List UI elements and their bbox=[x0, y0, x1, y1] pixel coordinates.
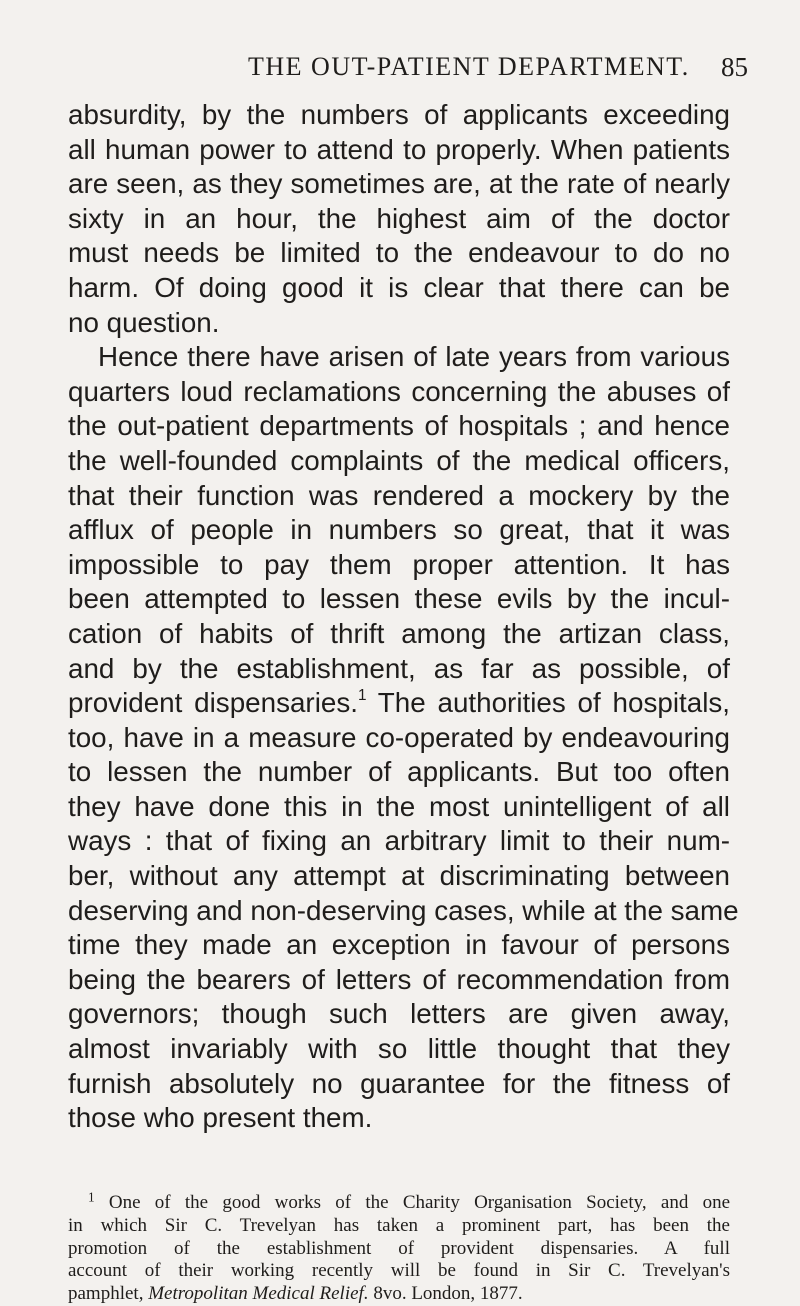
footnote-line bbox=[68, 1189, 730, 1215]
text-line: cation of habits of thrift among the artizan class, bbox=[68, 617, 730, 649]
footnote-title: Metropolitan Medical Relief. bbox=[148, 1283, 369, 1305]
text-line: impossible to pay them proper attention. It has bbox=[68, 548, 730, 580]
text-line: quarters loud reclamations concerning the abuses of bbox=[68, 375, 730, 407]
body-text bbox=[68, 98, 739, 1136]
footnote-line: in which Sir C. Trevelyan has taken a prominent part, has been the bbox=[68, 1214, 730, 1236]
text-line: ways : that of fixing an arbitrary limit to their num- bbox=[68, 825, 730, 857]
running-title: THE OUT-PATIENT DEPARTMENT. bbox=[248, 52, 690, 81]
text-line: those who present them. bbox=[68, 1102, 373, 1134]
text-line: Hence there have arisen of late years from various bbox=[98, 341, 730, 373]
text-line: all human power to attend to properly. When patients bbox=[68, 133, 730, 165]
text-line: are seen, as they sometimes are, at the rate of nearly bbox=[68, 168, 730, 200]
text-line: they have done this in the most unintelligent of all bbox=[68, 790, 730, 822]
text-line: governors; though such letters are given away, bbox=[68, 998, 730, 1030]
text-line: being the bearers of letters of recommendation from bbox=[68, 963, 730, 995]
text-line: afflux of people in numbers so great, that it was bbox=[68, 514, 730, 546]
text-line: must needs be limited to the endeavour to do no bbox=[68, 237, 730, 269]
footnote bbox=[68, 1189, 730, 1306]
footnote-line: promotion of the establishment of provident dispensaries. A full bbox=[68, 1237, 730, 1259]
text-line: that their function was rendered a mockery by the bbox=[68, 479, 730, 511]
text-line: absurdity, by the numbers of applicants exceeding bbox=[68, 99, 730, 130]
text-line: harm. Of doing good it is clear that there can be bbox=[68, 271, 730, 303]
footnote-marker: 1 bbox=[88, 1189, 95, 1205]
footnote-text: One of the good works of the Charity Organisation Society, and one bbox=[108, 1192, 730, 1213]
text-line: time they made an exception in favour of persons bbox=[68, 929, 730, 961]
text-line: ber, without any attempt at discriminating between bbox=[68, 860, 730, 892]
text-line: almost invariably with so little thought that they bbox=[68, 1033, 730, 1065]
text-line: the out-patient departments of hospitals ; and hence bbox=[68, 410, 730, 442]
page-header bbox=[68, 52, 748, 92]
footnote-line: account of their working recently will be found in Sir C. Trevelyan's bbox=[68, 1260, 730, 1282]
text-line: furnish absolutely no guarantee for the fitness of bbox=[68, 1067, 730, 1099]
text-line: to lessen the number of applicants. But too often bbox=[68, 756, 730, 788]
footnote-line bbox=[68, 1283, 730, 1306]
text-line: too, have in a measure co-operated by endeavouring bbox=[68, 721, 730, 753]
footnote-text: 8vo. London, 1877. bbox=[373, 1283, 523, 1305]
text-segment: provident dispensaries. bbox=[68, 687, 358, 719]
text-line: the well-founded complaints of the medical officers, bbox=[68, 444, 730, 476]
page-number: 85 bbox=[721, 52, 748, 82]
text-line: sixty in an hour, the highest aim of the doctor bbox=[68, 202, 730, 234]
text-line: no question. bbox=[68, 306, 220, 338]
text-segment: The authorities of hospitals, bbox=[377, 687, 730, 719]
text-line: and by the establishment, as far as possible, of bbox=[68, 652, 730, 684]
text-line bbox=[68, 686, 730, 721]
text-line: been attempted to lessen these evils by the incul- bbox=[68, 583, 730, 615]
footnote-text: pamphlet, bbox=[68, 1283, 144, 1305]
footnote-reference[interactable]: 1 bbox=[357, 686, 367, 704]
text-line: deserving and non-deserving cases, while at the same bbox=[68, 894, 739, 926]
